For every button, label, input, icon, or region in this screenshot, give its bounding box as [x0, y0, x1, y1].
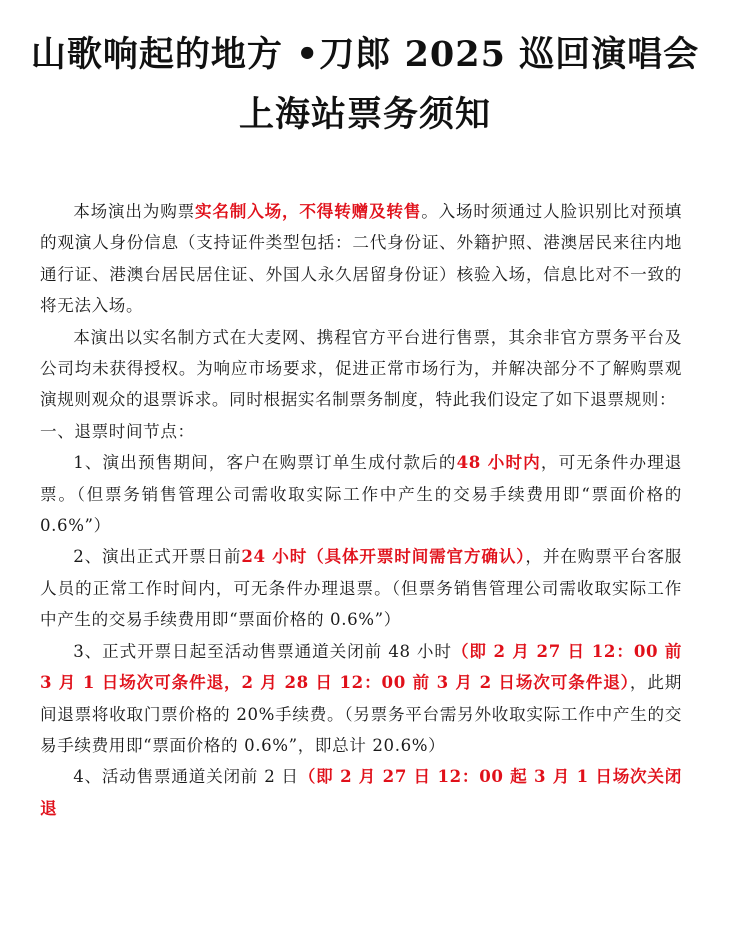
paragraph [40, 196, 682, 322]
paragraph [40, 322, 682, 416]
text-run: 1、演出预售期间，客户在购票订单生成付款后的 [73, 453, 457, 473]
paragraph [40, 447, 682, 541]
document-title-line-1: 山歌响起的地方 •刀郎 2025 巡回演唱会 [30, 34, 700, 75]
document-body [40, 196, 682, 824]
paragraph [40, 541, 682, 635]
text-run: 2、演出正式开票日前 [73, 547, 242, 567]
highlighted-text: （即 2 月 27 日 12：00 前 3 月 1 日场次可条件退，2 月 28 日 12：00 前 3 月 2 日场次可条件退） [40, 640, 682, 693]
highlighted-text: （即 2 月 27 日 12：00 起 3 月 1 日场次关闭退 [40, 766, 682, 818]
text-run: ，此期间退票将收取门票价格的 20%手续费。（另票务平台需另外收取实际工作中产生的交易手续费用即“票面价格的 0.6%”，即总计 20.6%） [40, 673, 682, 755]
text-run: ，可无条件办理退票。（但票务销售管理公司需收取实际工作中产生的交易手续费用即“票面价格的 0.6%”） [40, 453, 682, 536]
highlighted-text: 24 小时（具体开票时间需官方确认） [241, 546, 526, 567]
document-title-line-2: 上海站票务须知 [238, 94, 491, 135]
paragraph [40, 636, 682, 762]
text-run: 4、活动售票通道关闭前 2 日 [73, 767, 299, 787]
text-run: 一、退票时间节点： [40, 421, 195, 441]
paragraph [40, 416, 682, 447]
text-run: ，并在购票平台客服人员的正常工作时间内，可无条件办理退票。（但票务销售管理公司需收取实际工作中产生的交易手续费用即“票面价格的 0.6%”） [40, 547, 682, 630]
text-run: 本场演出为购票 [73, 202, 195, 221]
text-run: 3、正式开票日起至活动售票通道关闭前 48 小时 [73, 641, 452, 661]
text-run: 。入场时须通过人脸识别比对预填的观演人身份信息（支持证件类型包括：二代身份证、外籍护照、港澳居民来往内地通行证、港澳台居民居住证、外国人永久居留身份证）核验入场，信息比对不一致的将无法入场。 [40, 202, 682, 316]
highlighted-text: 实名制入场，不得转赠及转售 [195, 201, 422, 221]
highlighted-text: 48 小时内 [456, 452, 541, 473]
text-run: 本演出以实名制方式在大麦网、携程官方平台进行售票，其余非官方票务平台及公司均未获得授权。为响应市场要求，促进正常市场行为，并解决部分不了解购票观演规则观众的退票诉求。同时根据实名制票务制度，特此我们设定了如下退票规则： [40, 327, 682, 410]
paragraph [40, 761, 682, 824]
